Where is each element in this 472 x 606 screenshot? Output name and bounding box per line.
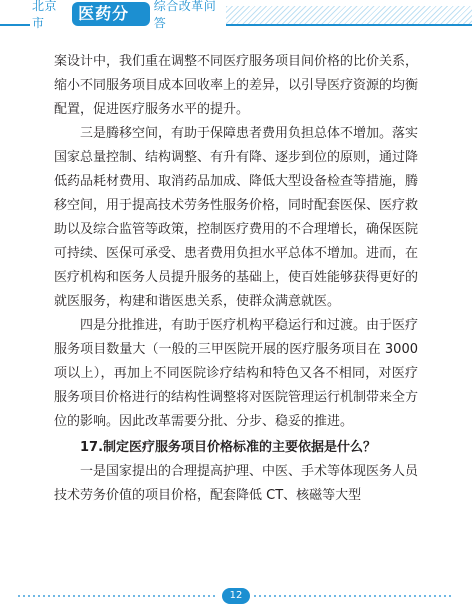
paragraph-point-three: 三是腾移空间，有助于保障患者费用负担总体不增加。落实国家总量控制、结构调整、有升有降、逐步到位的原则，通过降低药品耗材费用、取消药品加成、降低大型设备检查等措施，腾移空间，用于提高技术劳务性服务价格，同时配套医保、医疗救助以及综合监管等政策，控制医疗费用的不合理增长，确保医院可持续、医保可承受、患者费用负担水平总体不增加。进而，在医疗机构和医务人员提升服务的基础上，使百姓能够获得更好的就医服务，构建和谐医患关系，使群众满意就医。 xyxy=(54,126,419,309)
paragraph-point-four: 四是分批推进，有助于医疗机构平稳运行和过渡。由于医疗服务项目数量大（一般的三甲医院开展的医疗服务项目在 3000 项以上），再加上不同医院诊疗结构和特色又各不相同，对医疗服务项目价格进行的结构性调整将对医院管理运行机制带来全方位的影响。因此改革需要分批、分步、稳妥的推进。 xyxy=(54,318,419,429)
footer-dash-left xyxy=(18,595,218,597)
question-heading: 17.制定医疗服务项目价格标准的主要依据是什么？ xyxy=(80,440,377,455)
page-body xyxy=(54,50,418,508)
paragraph-continued: 案设计中，我们重在调整不同医疗服务项目间价格的比价关系，缩小不同服务项目成本回收率上的差异，以引导医疗资源的均衡配置，促进医疗服务水平的提升。 xyxy=(54,54,419,117)
footer-dash-right xyxy=(254,595,454,597)
header-series-title: 综合改革问答 xyxy=(153,0,217,30)
running-header xyxy=(0,0,472,47)
answer-paragraph: 一是国家提出的合理提高护理、中医、手术等体现医务人员技术劳务价值的项目价格，配套降低 CT、核磁等大型 xyxy=(54,464,419,503)
page-number: 12 xyxy=(222,588,250,604)
header-title-group xyxy=(30,0,226,47)
page-footer xyxy=(0,586,472,606)
header-city: 北京市 xyxy=(32,0,58,30)
header-badge: 医药分开 xyxy=(72,2,150,26)
